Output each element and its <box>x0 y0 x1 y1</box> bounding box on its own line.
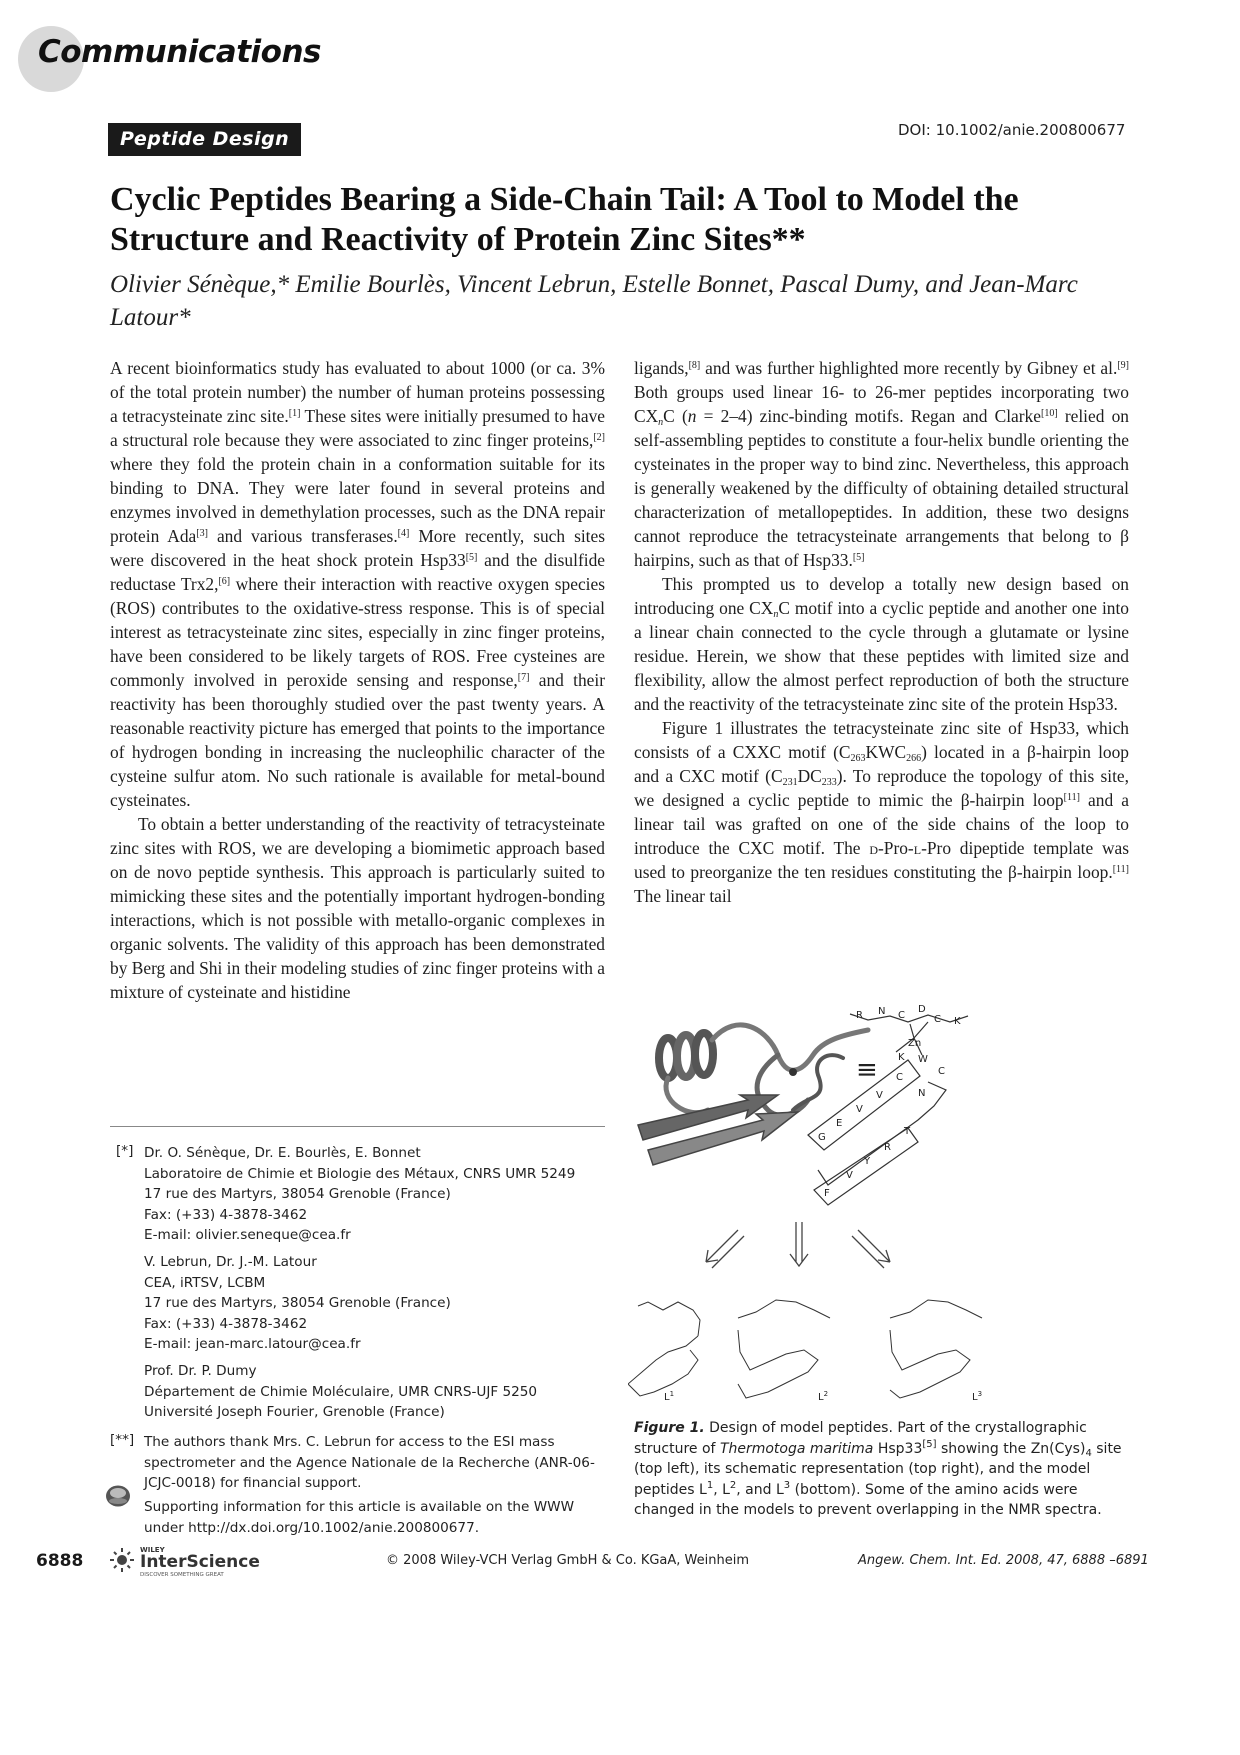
svg-text:C: C <box>898 1010 905 1021</box>
footnote-mark: [*] <box>116 1143 134 1159</box>
body-paragraph: ligands,[8] and was further highlighted more recently by Gibney et al.[9] Both groups used linear 16- to 26-mer peptides incorporating two $CX_nC$ (n = 2–4) zinc-binding motifs. Regan and Clarke[10] relied on self-assembling peptides to constitute a four-helix bundle orienting the cysteinates in the proper way to bind zinc. Nevertheless, this approach is generally weakened by the difficulty of obtaining detailed structural characterization of metallopeptides. In addition, these two designs cannot reproduce the tetracysteinate arrangements that belong to β hairpins, such as that of Hsp33.[5] <box>634 358 1129 570</box>
figure-caption: Figure 1. Design of model peptides. Part of the crystallographic structure of Thermotoga maritima Hsp33[5] showing the $Zn(Cys)_4$ site (top left), its schematic representation (top right), and the model peptides $L^1$, $L^2$, and $L^3$ (bottom). Some of the amino acids were changed in the models to prevent overlapping in the NMR spectra. <box>634 1420 1122 1518</box>
email-line[interactable]: E-mail: olivier.seneque@cea.fr <box>144 1227 351 1243</box>
affiliation-line: 17 rue des Martyrs, 38054 Grenoble (France) <box>144 1186 451 1202</box>
svg-text:V: V <box>876 1090 883 1101</box>
affiliation-line: Fax: (+33) 4-3878-3462 <box>144 1206 308 1223</box>
svg-text:C: C <box>934 1014 941 1025</box>
svg-text:R: R <box>856 1010 863 1021</box>
supporting-info-icon <box>105 1484 131 1508</box>
affiliation-line: CEA, iRTSV, LCBM <box>144 1274 266 1291</box>
affiliation-line: Département de Chimie Moléculaire, UMR CNRS-UJF 5250 <box>144 1383 538 1400</box>
peptide-L3-schematic <box>890 1300 982 1398</box>
affiliation-line: 17 rue des Martyrs, 38054 Grenoble (France) <box>144 1295 451 1311</box>
affiliation-3 <box>144 1361 537 1423</box>
footnote-mark: [**] <box>110 1432 135 1448</box>
svg-text:Y: Y <box>864 1156 871 1167</box>
page-number: 6888 <box>36 1551 84 1571</box>
affiliation-2 <box>144 1252 451 1355</box>
copyright: © 2008 Wiley-VCH Verlag GmbH & Co. KGaA, Weinheim <box>386 1553 750 1568</box>
body-column-left <box>110 356 605 1004</box>
acknowledgement-line: JCJC-0018) for financial support. <box>144 1475 362 1491</box>
author-list: Olivier Sénèque,* Emilie Bourlès, Vincent Lebrun, Estelle Bonnet, Pascal Dumy, and Jean-Marc Latour* <box>110 271 1078 331</box>
affiliation-1 <box>144 1143 575 1246</box>
svg-text:N: N <box>878 1006 886 1017</box>
rubric-label: Peptide Design <box>108 123 301 156</box>
acknowledgement <box>144 1432 595 1494</box>
supporting-info-link[interactable]: under http://dx.doi.org/10.1002/anie.200800677. <box>144 1519 480 1536</box>
figure-1 <box>628 1000 1138 1400</box>
label-L2: $L^2$ <box>818 1390 829 1400</box>
svg-text:C: C <box>896 1072 903 1083</box>
logo-text: InterScience <box>140 1552 260 1572</box>
affiliation-line: Fax: (+33) 4-3878-3462 <box>144 1315 308 1332</box>
journal-citation: Angew. Chem. Int. Ed. 2008, 47, 6888 –6891 <box>858 1553 1149 1568</box>
acknowledgement-line: The authors thank Mrs. C. Lebrun for access to the ESI mass <box>144 1434 555 1450</box>
svg-text:K: K <box>898 1052 905 1063</box>
affiliation-line: V. Lebrun, Dr. J.-M. Latour <box>144 1254 317 1270</box>
acknowledgement-line: spectrometer and the Agence Nationale de la Recherche (ANR-06- <box>144 1454 595 1471</box>
doi-text[interactable]: DOI: 10.1002/anie.200800677 <box>898 121 1126 139</box>
article-title: Cyclic Peptides Bearing a Side-Chain Tail: A Tool to Model the Structure and Reactivity of Protein Zinc Sites** <box>110 181 1019 258</box>
email-line[interactable]: E-mail: jean-marc.latour@cea.fr <box>144 1336 361 1352</box>
peptide-L2-schematic <box>738 1300 830 1398</box>
label-L1: $L^1$ <box>664 1390 675 1400</box>
svg-text:G: G <box>818 1132 826 1143</box>
interscience-logo[interactable] <box>108 1542 288 1578</box>
svg-text:W: W <box>918 1054 928 1065</box>
body-paragraph: This prompted us to develop a totally new design based on introducing one $CX_nC$ motif into a cyclic peptide and another one into a linear chain connected to the cycle through a glutamate or lysine residue. Herein, we show that these peptides with limited size and flexibility, allow the almost perfect reproduction of both the structure and the reactivity of the tetracysteinate zinc site of the protein Hsp33. <box>634 574 1129 714</box>
affiliation-line: Laboratoire de Chimie et Biologie des Métaux, CNRS UMR 5249 <box>144 1165 576 1182</box>
arrows <box>706 1222 890 1268</box>
body-paragraph: Figure 1 illustrates the tetracysteinate zinc site of Hsp33, which consists of a CXXC motif $(C_{263}KWC_{266})$ located in a β-hairpin loop and a CXC motif $(C_{231}DC_{233})$. To reproduce the topology of this site, we designed a cyclic peptide to mimic the β-hairpin loop[11] and a linear tail was grafted on one of the side chains of the loop to introduce the CXC motif. The d-Pro-l-Pro dipeptide template was used to preorganize the ten residues constituting the β-hairpin loop.[11] The linear tail <box>634 718 1130 906</box>
svg-text:K: K <box>954 1016 961 1027</box>
affiliation-line: Prof. Dr. P. Dumy <box>144 1363 257 1379</box>
svg-text:V: V <box>846 1170 853 1181</box>
schematic-residue-labels <box>818 1004 961 1199</box>
logo-tagline: DISCOVER SOMETHING GREAT <box>140 1572 224 1578</box>
section-heading: Communications <box>38 34 321 70</box>
body-column-right <box>634 356 1129 908</box>
affiliation-line: Dr. O. Sénèque, Dr. E. Bourlès, E. Bonnet <box>144 1145 421 1161</box>
svg-text:V: V <box>856 1104 863 1115</box>
svg-text:F: F <box>824 1188 830 1199</box>
logo-small-text: WILEY <box>140 1546 165 1554</box>
svg-text:Zn: Zn <box>908 1038 922 1049</box>
svg-text:R: R <box>884 1142 891 1153</box>
supporting-info-line: Supporting information for this article is available on the WWW <box>144 1499 575 1515</box>
crystal-structure-illustration <box>638 1025 868 1165</box>
body-paragraph: To obtain a better understanding of the reactivity of tetracysteinate zinc sites with ROS, we are developing a biomimetic approach based on de novo peptide synthesis. This approach is particularly suited to mimicking these sites and the potentially important hydrogen-bonding interactions, which is not possible with metallo-organic complexes in organic solvents. The validity of this approach has been demonstrated by Berg and Shi in their modeling studies of zinc finger proteins with a mixture of cysteinate and histidine <box>110 814 605 1002</box>
affiliation-line: Université Joseph Fourier, Grenoble (France) <box>144 1404 445 1420</box>
svg-text:C: C <box>938 1066 945 1077</box>
supporting-info <box>144 1497 574 1538</box>
logo-sunburst-icon <box>110 1548 134 1572</box>
svg-text:N: N <box>918 1088 926 1099</box>
peptide-L1-schematic <box>628 1302 700 1396</box>
svg-text:T: T <box>904 1126 911 1137</box>
equivalence-symbol: ≡ <box>856 1055 878 1085</box>
svg-text:E: E <box>836 1118 843 1129</box>
label-L3: $L^3$ <box>972 1390 983 1400</box>
footnote-divider <box>110 1126 605 1127</box>
body-paragraph: A recent bioinformatics study has evaluated to about 1000 (or ca. 3% of the total protein number) the number of human proteins possessing a tetracysteinate zinc site.[1] These sites were initially presumed to have a structural role because they were associated to zinc finger proteins,[2] where they fold the protein chain in a conformation suitable for its binding to DNA. They were later found in several proteins and enzymes involved in demethylation processes, such as the DNA repair protein Ada[3] and various transferases.[4] More recently, such sites were discovered in the heat shock protein Hsp33[5] and the disulfide reductase Trx2,[6] where their interaction with reactive oxygen species (ROS) contributes to the oxidative-stress response. This is of special interest as tetracysteinate zinc sites, especially in zinc finger proteins, have been considered to be likely targets of ROS. Free cysteines are commonly involved in peroxide sensing and response,[7] and their reactivity has been thoroughly studied over the past twenty years. A reasonable reactivity picture has emerged that points to the importance of hydrogen bonding in increasing the nucleophilic character of the cysteine sulfur atom. No such rationale is available for metal-bound cysteinates. <box>110 358 606 810</box>
svg-text:D: D <box>918 1004 926 1015</box>
